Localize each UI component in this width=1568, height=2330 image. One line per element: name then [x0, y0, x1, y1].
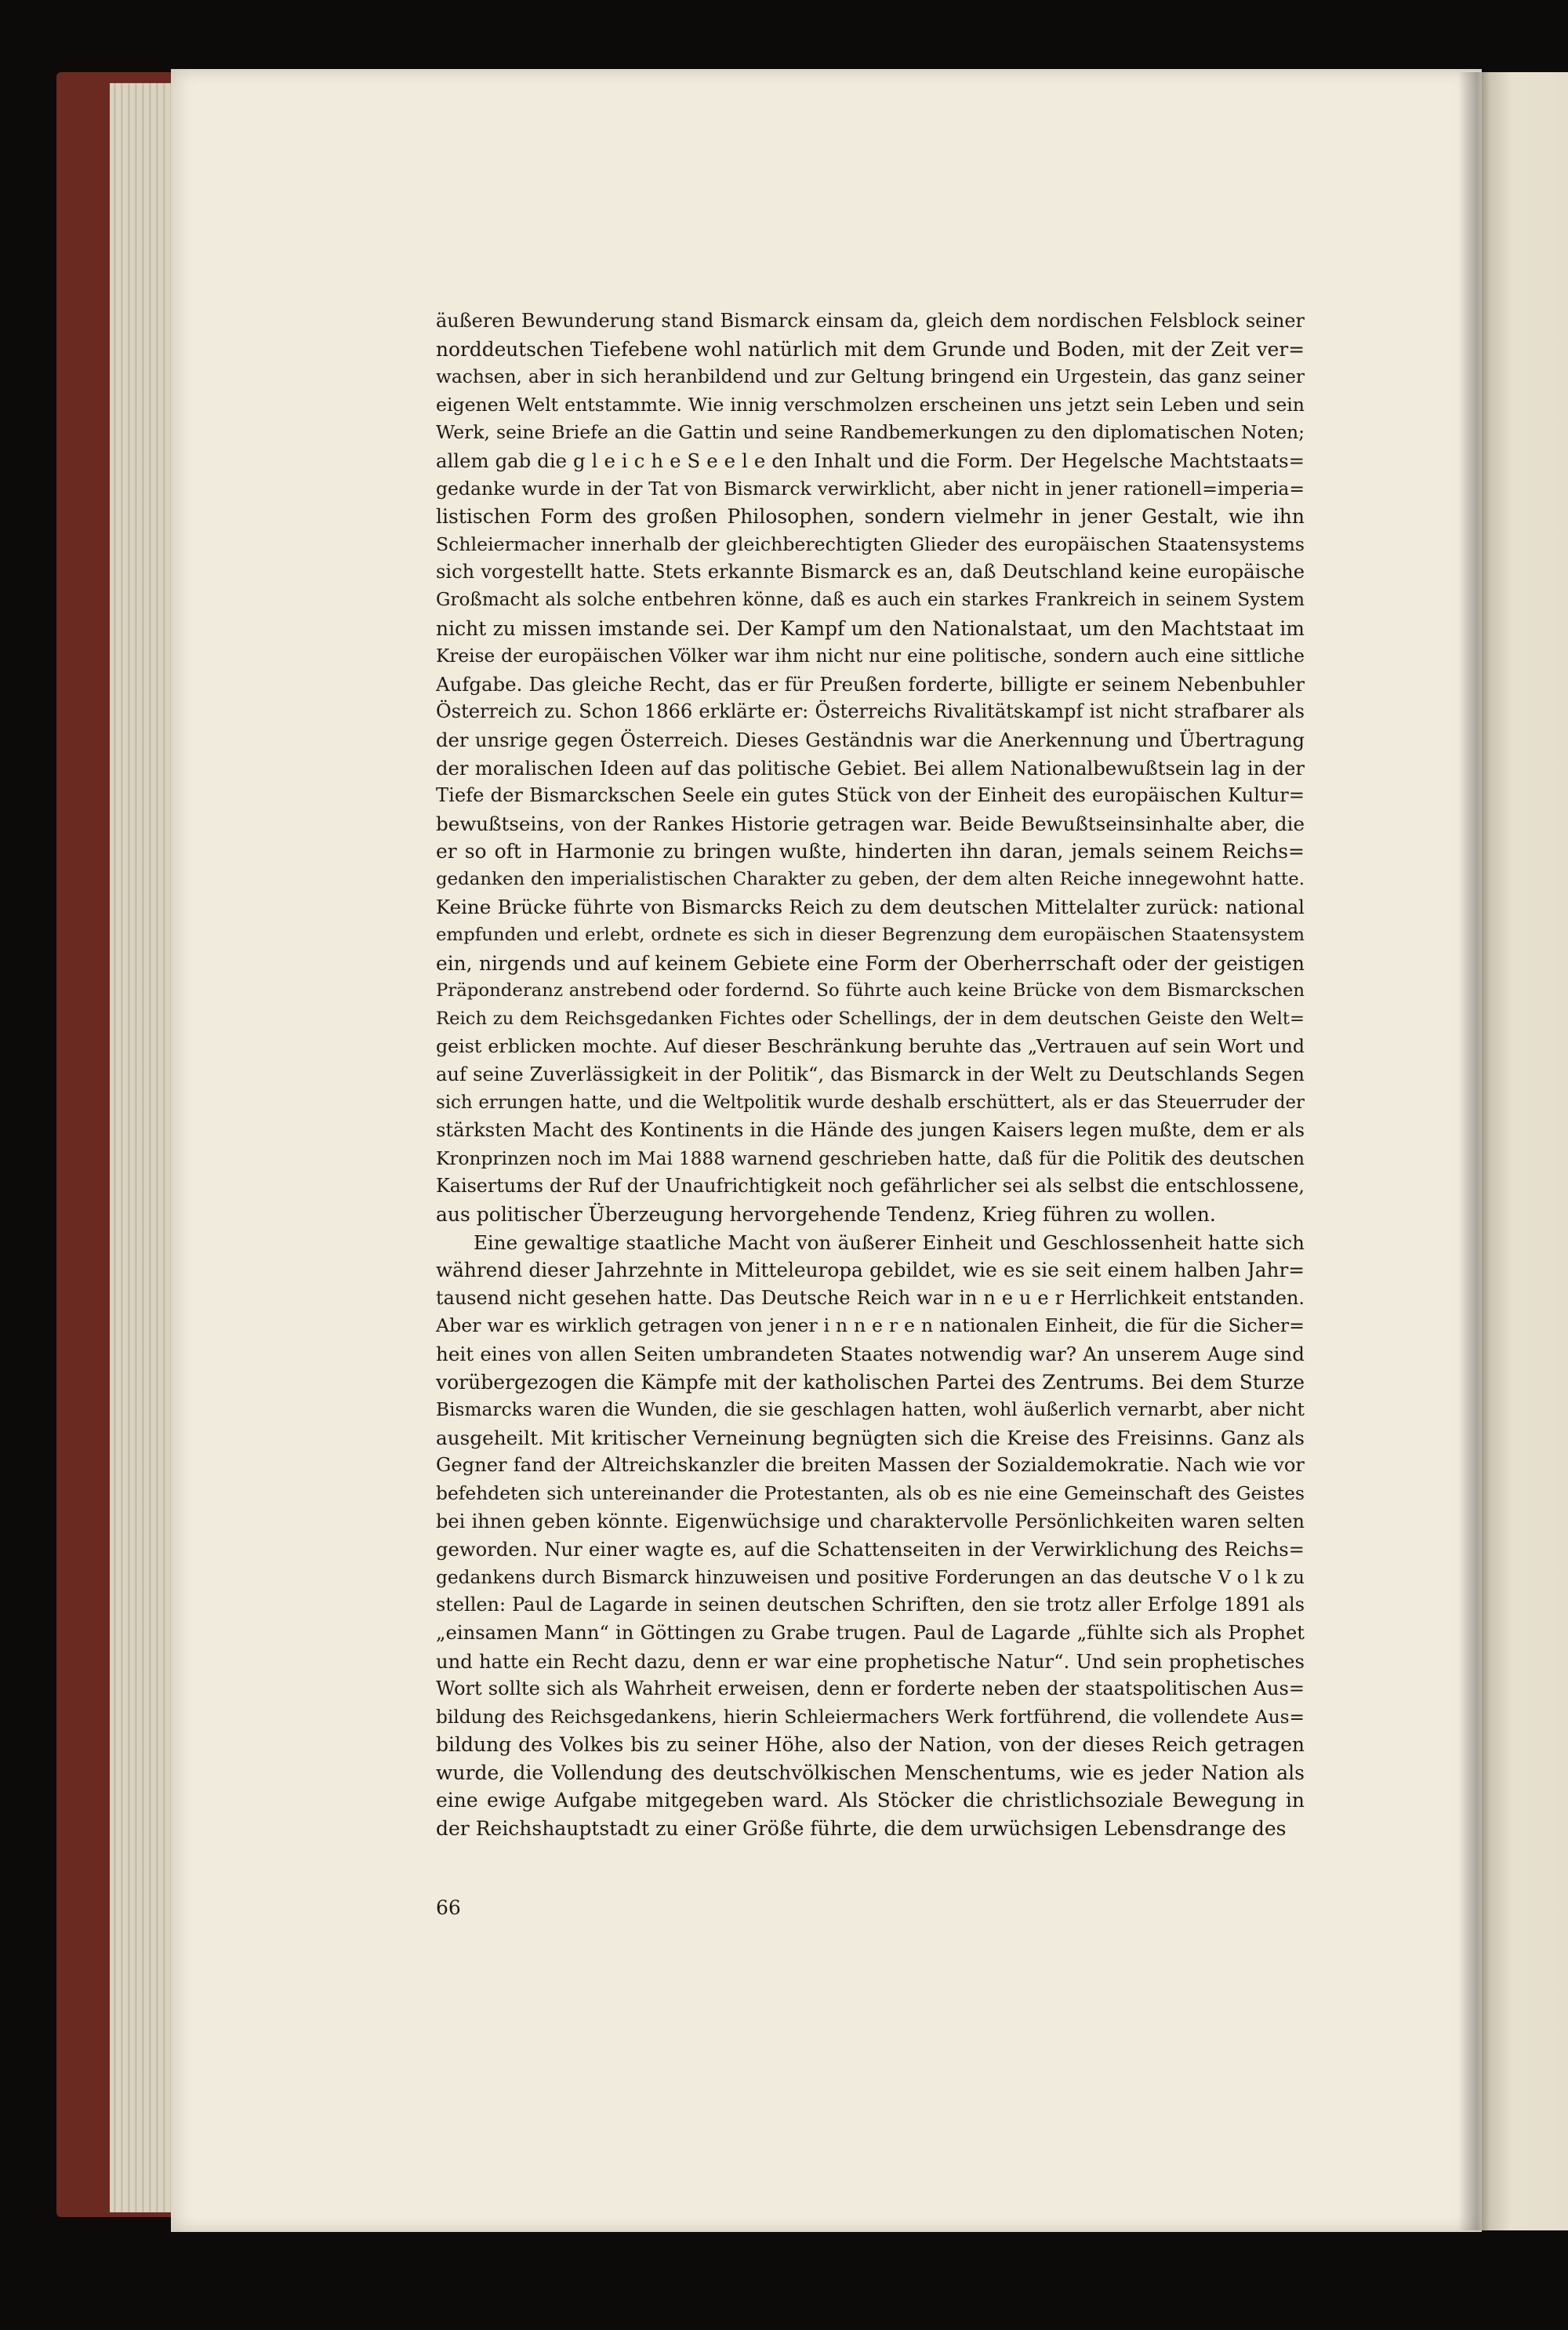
text-line: stellen: Paul de Lagarde in seinen deutschen Schriften, den sie trotz aller Erfolge 1891 als	[436, 1594, 1305, 1616]
text-line: sich vorgestellt hatte. Stets erkannte Bismarck es an, daß Deutschland keine europäische	[436, 561, 1305, 583]
text-line: befehdeten sich untereinander die Protestanten, als ob es nie eine Gemeinschaft des Geistes	[436, 1481, 1305, 1504]
text-line: wurde, die Vollendung des deutschvölkischen Menschentums, wie es jeder Nation als	[436, 1761, 1305, 1784]
text-line: während dieser Jahrzehnte in Mitteleuropa gebildet, wie es sie seit einem halben Jahr=	[436, 1259, 1305, 1282]
text-line: geworden. Nur einer wagte es, auf die Schattenseiten in der Verwirklichung des Reichs=	[436, 1538, 1305, 1561]
gutter-shadow	[1458, 72, 1490, 2230]
text-line: gedanke wurde in der Tat von Bismarck verwirklicht, aber nicht in jener rationell=imperia=	[436, 477, 1305, 500]
text-line: Bismarcks waren die Wunden, die sie geschlagen hatten, wohl äußerlich vernarbt, aber nicht	[436, 1399, 1305, 1421]
text-line: „einsamen Mann“ in Göttingen zu Grabe trugen. Paul de Lagarde „fühlte sich als Prophet	[436, 1621, 1305, 1644]
text-line: bildung des Reichsgedankens, hierin Schleiermachers Werk fortführend, die vollendete Aus=	[436, 1706, 1305, 1728]
body-text	[436, 307, 1305, 1843]
text-line: er so oft in Harmonie zu bringen wußte, hinderten ihn daran, jemals seinem Reichs=	[436, 840, 1305, 863]
text-line: und hatte ein Recht dazu, denn er war eine prophetische Natur“. Und sein prophetisches	[436, 1649, 1305, 1673]
text-line: listischen Form des großen Philosophen, sondern vielmehr in jener Gestalt, wie ihn	[436, 505, 1305, 529]
text-line: norddeutschen Tiefebene wohl natürlich mit dem Grunde und Boden, mit der Zeit ver=	[436, 337, 1305, 361]
text-line: vorübergezogen die Kämpfe mit der katholischen Partei des Zentrums. Bei dem Sturze	[436, 1370, 1305, 1394]
text-line: tausend nicht gesehen hatte. Das Deutsche Reich war in n e u e r Herrlichkeit entstanden.	[436, 1286, 1305, 1309]
text-line: bewußtseins, von der Rankes Historie getragen war. Beide Bewußtseinsinhalte aber, die	[436, 812, 1305, 835]
text-line: Schleiermacher innerhalb der gleichberechtigten Glieder des europäischen Staatensystems	[436, 533, 1305, 555]
text-line: der moralischen Ideen auf das politische Gebiet. Bei allem Nationalbewußtsein lag in der	[436, 756, 1305, 780]
text-line: sich errungen hatte, und die Weltpolitik wurde deshalb erschüttert, als er das Steuerruder der	[436, 1092, 1305, 1113]
text-line: Keine Brücke führte von Bismarcks Reich zu dem deutschen Mittelalter zurück: national	[436, 896, 1305, 919]
text-line: bei ihnen geben könnte. Eigenwüchsige und charaktervolle Persönlichkeiten waren selten	[436, 1510, 1305, 1532]
text-line: Tiefe der Bismarckschen Seele ein gutes Stück von der Einheit des europäischen Kultur=	[436, 784, 1305, 807]
text-line: auf seine Zuverlässigkeit in der Politik“, das Bismarck in der Welt zu Deutschlands Segen	[436, 1063, 1305, 1086]
text-line: geist erblicken mochte. Auf dieser Beschränkung beruhte das „Vertrauen auf sein Wort und	[436, 1035, 1305, 1058]
text-line: Kreise der europäischen Völker war ihm nicht nur eine politische, sondern auch eine sittliche	[436, 645, 1305, 667]
text-line: Kronprinzen noch im Mai 1888 warnend geschrieben hatte, daß für die Politik des deutschen	[436, 1147, 1305, 1169]
text-line: eine ewige Aufgabe mitgegeben ward. Als Stöcker die christlichsoziale Bewegung in	[436, 1789, 1305, 1812]
text-line: der Reichshauptstadt zu einer Größe führte, die dem urwüchsigen Lebensdrange des	[436, 1817, 1287, 1841]
text-line: Reich zu dem Reichsgedanken Fichtes oder Schellings, der in dem deutschen Geiste den Welt=	[436, 1008, 1305, 1029]
text-line: empfunden und erlebt, ordnete es sich in dieser Begrenzung dem europäischen Staatensystem	[436, 925, 1305, 946]
page-number: 66	[436, 1896, 461, 1919]
text-line: gedanken den imperialistischen Charakter zu geben, der dem alten Reiche innegewohnt hatte.	[436, 868, 1305, 889]
text-line: aus politischer Überzeugung hervorgehende Tendenz, Krieg führen zu wollen.	[436, 1203, 1216, 1226]
text-line: Eine gewaltige staatliche Macht von äußerer Einheit und Geschlossenheit hatte sich	[474, 1230, 1305, 1254]
text-line: eigenen Welt entstammte. Wie innig verschmolzen erscheinen uns jetzt sein Leben und sein	[436, 393, 1305, 416]
text-line: Kaisertums der Ruf der Unaufrichtigkeit noch gefährlicher sei als selbst die entschlossene,	[436, 1175, 1305, 1198]
text-line: Aber war es wirklich getragen von jener i n n e r e n nationalen Einheit, die für die Sicher=	[436, 1314, 1305, 1337]
text-line: ausgeheilt. Mit kritischer Verneinung begnügten sich die Kreise des Freisinns. Ganz als	[436, 1426, 1305, 1449]
text-line: der unsrige gegen Österreich. Dieses Geständnis war die Anerkennung und Übertragung	[436, 728, 1305, 751]
text-line: Werk, seine Briefe an die Gattin und seine Randbemerkungen zu den diplomatischen Noten;	[436, 421, 1305, 444]
text-line: Aufgabe. Das gleiche Recht, das er für Preußen forderte, billigte er seinem Nebenbuhler	[436, 672, 1305, 696]
text-line: äußeren Bewunderung stand Bismarck einsam da, gleich dem nordischen Felsblock seiner	[436, 310, 1305, 332]
text-line: allem gab die g l e i c h e S e e l e den Inhalt und die Form. Der Hegelsche Machtstaats=	[436, 449, 1305, 472]
text-line: ein, nirgends und auf keinem Gebiete eine Form der Oberherrschaft oder der geistigen	[436, 951, 1305, 975]
text-line: bildung des Volkes bis zu seiner Höhe, also der Nation, von der dieses Reich getragen	[436, 1733, 1305, 1757]
text-line: Präponderanz anstrebend oder fordernd. So führte auch keine Brücke von dem Bismarckschen	[436, 980, 1305, 1001]
text-line: gedankens durch Bismarck hinzuweisen und positive Forderungen an das deutsche V o l k zu	[436, 1566, 1305, 1588]
text-line: Gegner fand der Altreichskanzler die breiten Massen der Sozialdemokratie. Nach wie vor	[436, 1454, 1305, 1477]
text-line: Wort sollte sich als Wahrheit erweisen, denn er forderte neben der staatspolitischen Aus=	[436, 1678, 1305, 1700]
text-line: nicht zu missen imstande sei. Der Kampf um den Nationalstaat, um den Machtstaat im	[436, 616, 1305, 640]
text-line: Österreich zu. Schon 1866 erklärte er: Österreichs Rivalitätskampf ist nicht strafbarer als	[436, 700, 1305, 723]
text-line: heit eines von allen Seiten umbrandeten Staates notwendig war? An unserem Auge sind	[436, 1342, 1305, 1365]
text-line: stärksten Macht des Kontinents in die Hände des jungen Kaisers legen mußte, dem er als	[436, 1119, 1305, 1142]
text-line: Großmacht als solche entbehren könne, daß es auch ein starkes Frankreich in seinem System	[436, 589, 1305, 610]
text-line: wachsen, aber in sich heranbildend und zur Geltung bringend ein Urgestein, das ganz seiner	[436, 366, 1305, 388]
